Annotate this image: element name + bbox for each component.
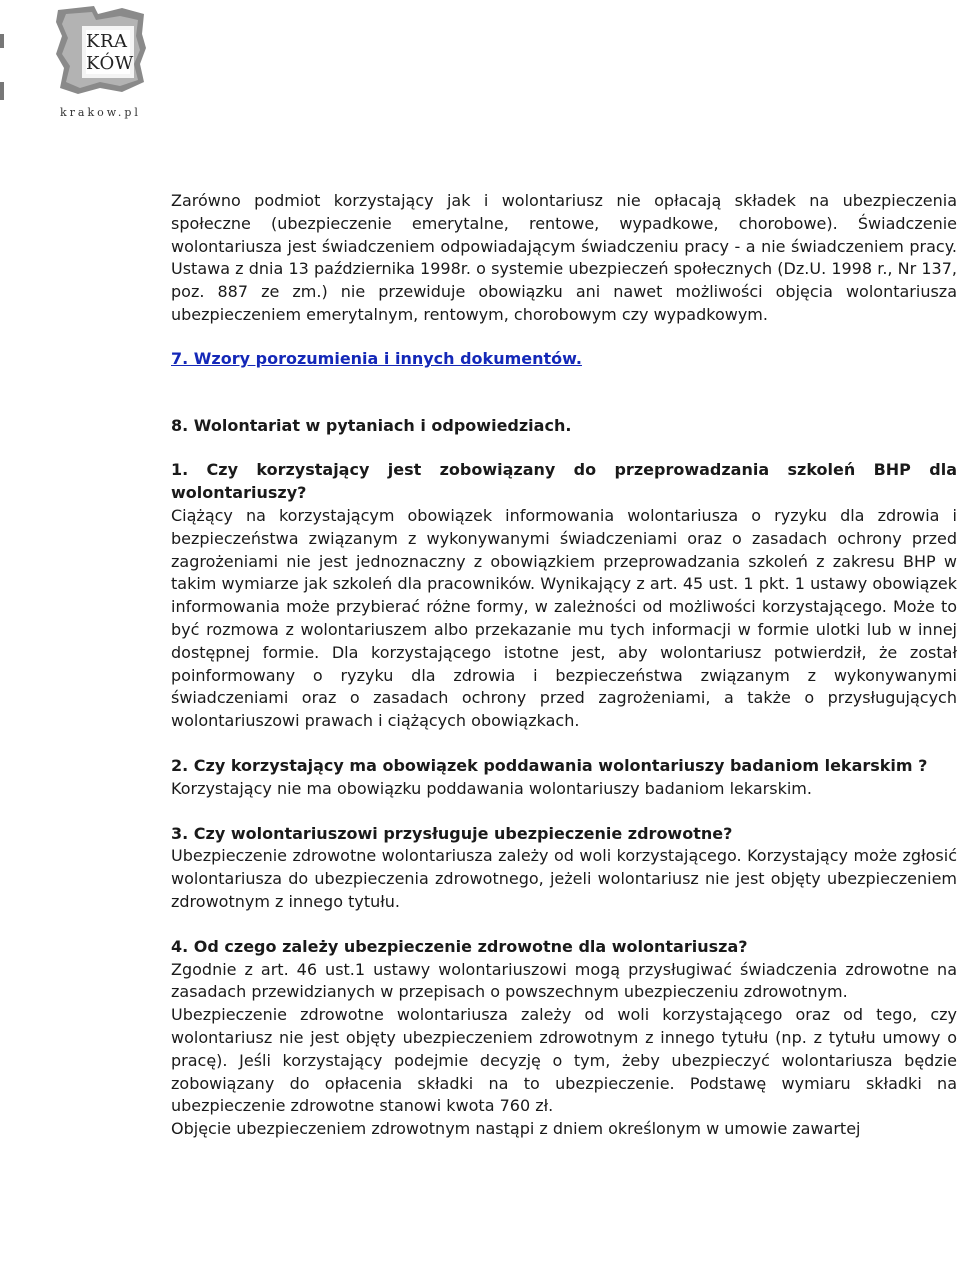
logo-line-2: KÓW [86, 53, 134, 74]
section-7-link[interactable]: 7. Wzory porozumienia i innych dokumentów. [171, 348, 582, 368]
logo-wordmark [86, 31, 134, 75]
question-1-title: 1. Czy korzystający jest zobowiązany do przeprowadzania szkoleń BHP dla wolontariuszy? [171, 460, 957, 503]
question-4-answer-3: Objęcie ubezpieczeniem zdrowotnym nastąpi z dniem określonym w umowie zawartej [171, 1119, 861, 1139]
question-4-title: 4. Od czego zależy ubezpieczenie zdrowotne dla wolontariusza? [171, 936, 748, 956]
question-3-answer: Ubezpieczenie zdrowotne wolontariusza zależy od woli korzystającego. Korzystający może zgłosić wolontariusza do ubezpieczenia zdrowotnego, jeżeli wolontariusz nie jest objęty ubezpieczeniem zdrowotnym z innego tytułu. [171, 846, 957, 911]
logo-line-1: KRA [86, 31, 128, 52]
intro-paragraph: Zarówno podmiot korzystający jak i wolontariusz nie opłacają składek na ubezpieczenia społeczne (ubezpieczenie emerytalne, rentowe, wypadkowe, chorobowe). Świadczenie wolontariusza jest świadczeniem odpowiadającym świadczeniu pracy - a nie świadczeniem pracy. Ustawa z dnia 13 października 1998r. o systemie ubezpieczeń społecznych (Dz.U. 1998 r., Nr 137, poz. 887 ze zm.) nie przewiduje obowiązku ani nawet możliwości objęcia wolontariusza ubezpieczeniem emerytalnym, rentowym, chorobowym czy wypadkowym. [171, 191, 957, 324]
krakow-logo [0, 0, 170, 130]
question-4-answer-2: Ubezpieczenie zdrowotne wolontariusza zależy od woli korzystającego oraz od tego, czy wolontariusz nie jest objęty ubezpieczeniem zdrowotnym z innego tytułu (np. z tytułu umowy o pracę). Jeśli korzystający podejmie decyzję o tym, żeby ubezpieczyć wolontariusza będzie zobowiązany do opłacenia składki na to ubezpieczenie. Podstawę wymiaru składki na ubezpieczenie zdrowotne stanowi kwota 760 zł. [171, 1005, 957, 1116]
section-8-heading: 8. Wolontariat w pytaniach i odpowiedziach. [171, 415, 572, 435]
question-1-answer: Ciążący na korzystającym obowiązek informowania wolontariusza o ryzyku dla zdrowia i bezpieczeństwa związanym z wykonywanymi świadczeniami oraz o zasadach ochrony przed zagrożeniami nie jest jednoznaczny z obowiązkiem przeprowadzania szkoleń z zakresu BHP w takim wymiarze jak szkoleń dla pracowników. Wynikający z art. 45 ust. 1 pkt. 1 ustawy obowiązek informowania może przybierać różne formy, w zależności od możliwości korzystającego. Może to być rozmowa z wolontariuszem albo przekazanie mu tych informacji w formie ulotki lub w innej dostępnej formie. Dla korzystającego istotne jest, aby wolontariusz potwierdził, że został poinformowany o ryzyku dla zdrowia i bezpieczeństwa związanym z wykonywanymi świadczeniami oraz o zasadach ochrony przed zagrożeniami, a także o przysługujących wolontariuszowi prawach i ciążących obowiązkach. [171, 505, 957, 731]
document-body [171, 190, 957, 1141]
question-2-title: 2. Czy korzystający ma obowiązek poddawania wolontariuszy badaniom lekarskim ? [171, 755, 928, 775]
logo-url-text: krakow.pl [60, 106, 141, 119]
question-2-answer: Korzystający nie ma obowiązku poddawania wolontariuszy badaniom lekarskim. [171, 778, 812, 798]
question-3-title: 3. Czy wolontariuszowi przysługuje ubezpieczenie zdrowotne? [171, 823, 733, 843]
question-4-answer: Zgodnie z art. 46 ust.1 ustawy wolontariuszowi mogą przysługiwać świadczenia zdrowotne na zasadach przewidzianych w przepisach o powszechnym ubezpieczeniu zdrowotnym. [171, 959, 957, 1002]
